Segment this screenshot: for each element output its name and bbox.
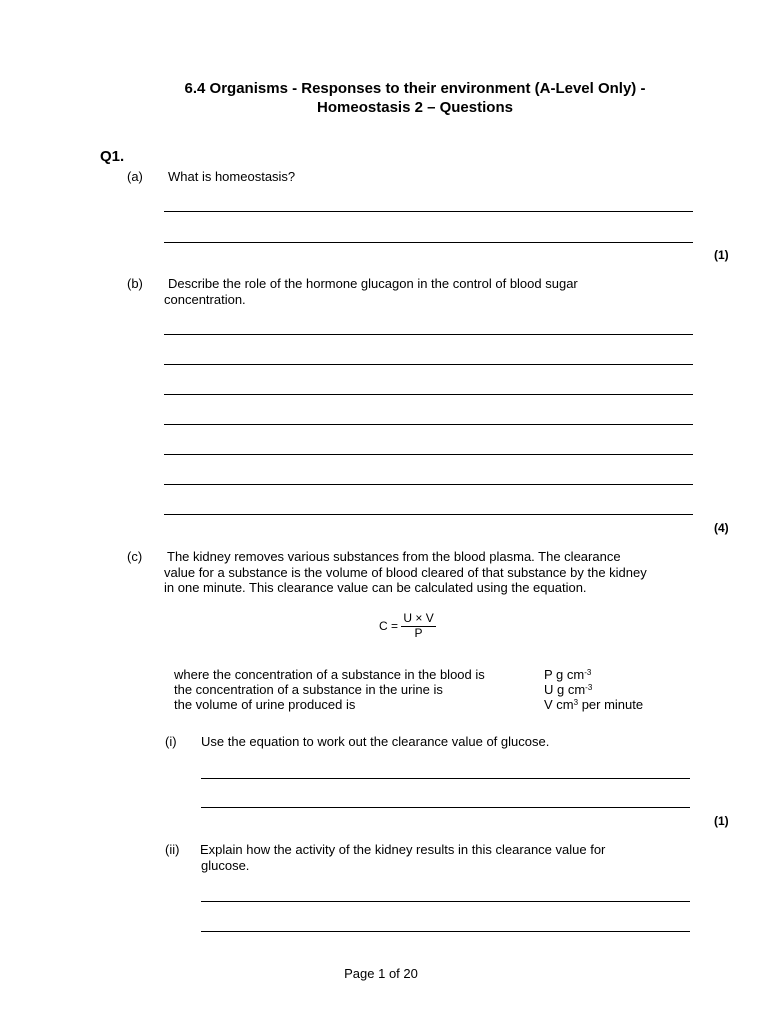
page-footer bbox=[0, 966, 762, 982]
part-c-line-3: in one minute. This clearance value can be calculated using the equation. bbox=[164, 580, 587, 595]
answer-line[interactable] bbox=[201, 807, 690, 808]
definition-unit bbox=[544, 667, 591, 683]
part-b-line-1: Describe the role of the hormone glucagon in the control of blood sugar bbox=[168, 276, 578, 291]
definition-symbol: V cm bbox=[544, 697, 574, 712]
part-c-i-question: Use the equation to work out the clearance value of glucose. bbox=[201, 734, 550, 749]
part-c-ii-line-1: Explain how the activity of the kidney results in this clearance value for bbox=[200, 842, 606, 857]
part-a-mark: (1) bbox=[714, 248, 729, 262]
part-b-question bbox=[164, 276, 578, 307]
definition-unit bbox=[544, 697, 643, 713]
answer-line[interactable] bbox=[164, 242, 693, 243]
part-a-label: (a) bbox=[127, 169, 143, 184]
definition-desc: where the concentration of a substance in the blood is bbox=[174, 667, 485, 682]
page-number: 1 bbox=[378, 966, 386, 981]
title-line-1: 6.4 Organisms - Responses to their environment (A-Level Only) - bbox=[184, 80, 646, 97]
definition-suffix: per minute bbox=[578, 697, 644, 712]
definition-exponent: 3 bbox=[573, 698, 579, 707]
part-b-mark: (4) bbox=[714, 521, 729, 535]
answer-line[interactable] bbox=[201, 931, 690, 932]
part-c-label: (c) bbox=[127, 549, 143, 564]
answer-line[interactable] bbox=[164, 334, 693, 335]
answer-line[interactable] bbox=[164, 454, 693, 455]
of-label: of bbox=[388, 966, 400, 981]
answer-line[interactable] bbox=[201, 901, 690, 902]
definition-exponent: -3 bbox=[585, 683, 593, 692]
part-b-label: (b) bbox=[127, 276, 143, 291]
part-b-line-2: concentration. bbox=[164, 291, 246, 307]
page-title bbox=[0, 79, 768, 117]
title-line-2: Homeostasis 2 – Questions bbox=[317, 99, 513, 116]
part-c-i-mark: (1) bbox=[714, 814, 729, 828]
part-c-line-1: The kidney removes various substances from the blood plasma. The clearance bbox=[167, 549, 621, 564]
answer-line[interactable] bbox=[164, 484, 693, 485]
part-c-ii-label: (ii) bbox=[165, 842, 180, 857]
equation-numerator: U × V bbox=[403, 611, 434, 625]
answer-line[interactable] bbox=[164, 364, 693, 365]
part-c-i-label: (i) bbox=[165, 734, 177, 749]
definition-exponent: -3 bbox=[584, 668, 592, 677]
part-c-line-2: value for a substance is the volume of blood cleared of that substance by the kidney bbox=[164, 564, 647, 580]
definition-row bbox=[174, 667, 714, 683]
part-c-ii-question bbox=[200, 842, 605, 873]
definition-symbol: P g cm bbox=[544, 667, 585, 682]
answer-line[interactable] bbox=[164, 211, 693, 212]
part-c-intro bbox=[164, 549, 647, 596]
answer-line[interactable] bbox=[164, 424, 693, 425]
part-c-ii-line-2: glucose. bbox=[201, 857, 250, 873]
total-pages: 20 bbox=[403, 966, 418, 981]
definition-row bbox=[174, 682, 714, 698]
part-a-question: What is homeostasis? bbox=[168, 169, 296, 184]
definition-row bbox=[174, 697, 714, 713]
answer-line[interactable] bbox=[164, 514, 693, 515]
equation-lhs: C = bbox=[379, 619, 399, 633]
definition-desc: the concentration of a substance in the urine is bbox=[174, 682, 443, 697]
definition-unit bbox=[544, 682, 592, 698]
page-label: Page bbox=[344, 966, 375, 981]
answer-line[interactable] bbox=[201, 778, 690, 779]
definition-desc: the volume of urine produced is bbox=[174, 697, 356, 712]
definition-symbol: U g cm bbox=[544, 682, 586, 697]
equation-fraction bbox=[401, 612, 435, 640]
answer-line[interactable] bbox=[164, 394, 693, 395]
question-number: Q1. bbox=[100, 148, 125, 165]
clearance-equation bbox=[379, 612, 436, 640]
equation-denominator: P bbox=[414, 626, 423, 640]
